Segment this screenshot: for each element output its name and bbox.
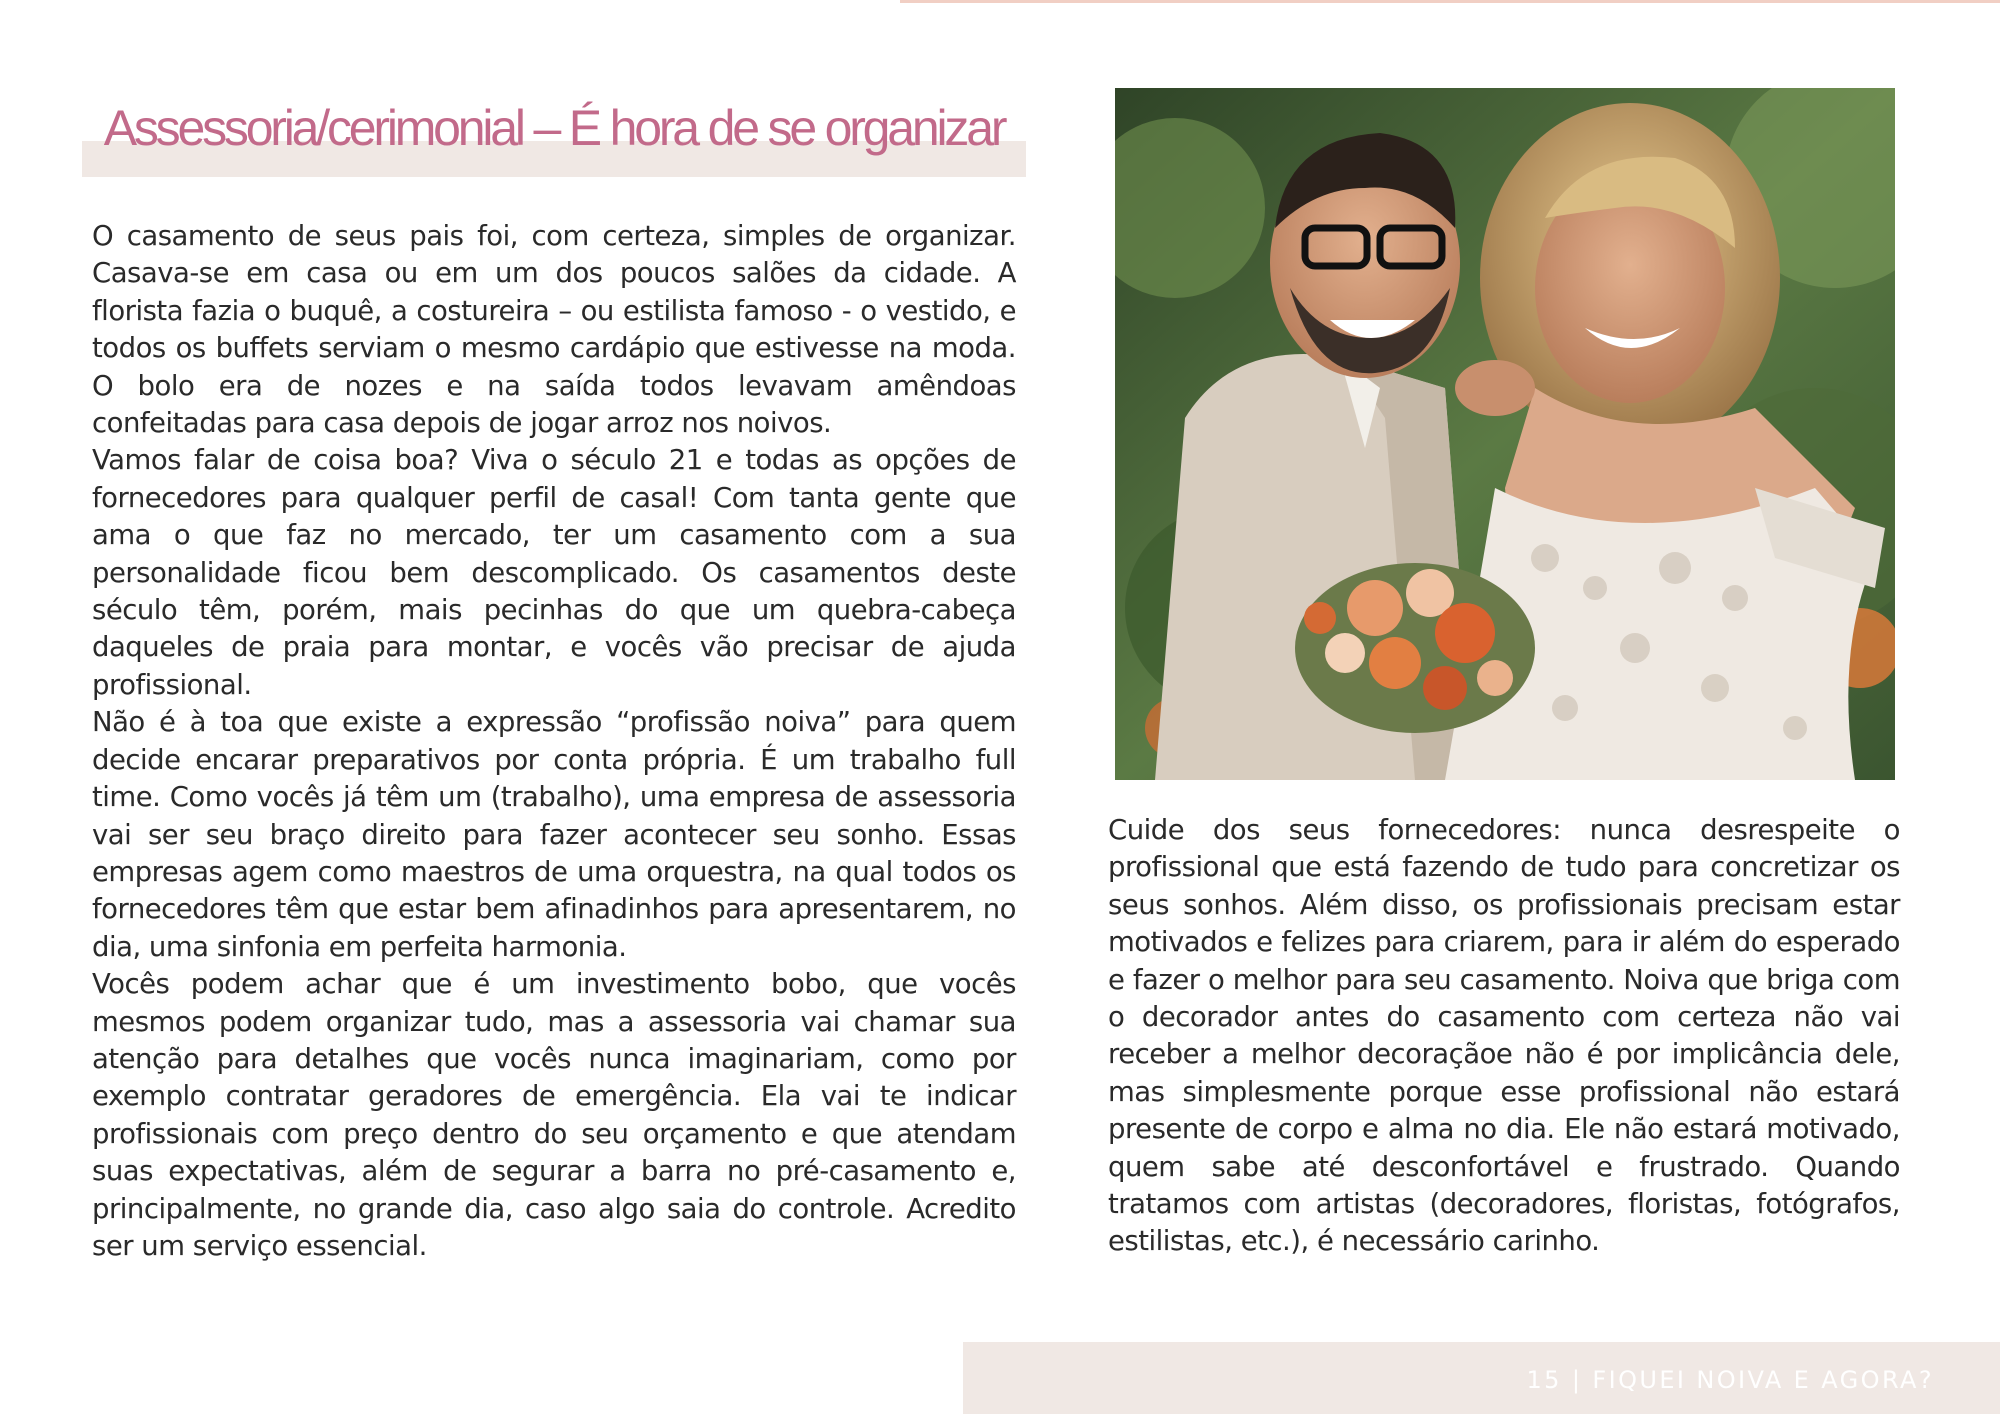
left-paragraph-3: Não é à toa que existe a expressão “profissão noiva” para quem decide encarar preparativos por conta própria. É um trabalho full time. Como vocês já têm um (trabalho), uma empresa de assessoria vai ser seu braço direito para fazer acontecer seu sonho. Essas empresas agem como maestros de uma orquestra, na qual todos os fornecedores têm que estar bem afinadinhos para apresentarem, no dia, uma sinfonia em perfeita harmonia. — [92, 706, 1016, 963]
page-footer: 15 | FIQUEI NOIVA E AGORA? — [1526, 1366, 1934, 1394]
left-paragraph-1: O casamento de seus pais foi, com certeza, simples de organizar. Casava-se em casa ou em um dos poucos salões da cidade. A florista fazia o buquê, a costureira – ou estilista famoso - o vestido, e todos os buffets serviam o mesmo cardápio que estivesse na moda. O bolo era de nozes e na saída todos levavam amêndoas confeitadas para casa depois de jogar arroz nos noivos. — [92, 220, 1016, 440]
page-title: Assessoria/cerimonial – É hora de se organizar — [103, 100, 1005, 156]
top-rule — [900, 0, 2000, 3]
left-paragraph-2: Vamos falar de coisa boa? Viva o século 21 e todas as opções de fornecedores para qualquer perfil de casal! Com tanta gente que ama o que faz no mercado, ter um casamento com a sua personalidade ficou bem descomplicado. Os casamentos deste século têm, porém, mais pecinhas do que um quebra-cabeça daqueles de praia para montar, e vocês vão precisar de ajuda profissional. — [92, 444, 1016, 701]
right-paragraph-1: Cuide dos seus fornecedores: nunca desrespeite o profissional que está fazendo de tudo para concretizar os seus sonhos. Além disso, os profissionais precisam estar motivados e felizes para criarem, para ir além do esperado e fazer o melhor para seu casamento. Noiva que briga com o decorador antes do casamento com certeza não vai receber a melhor decoraçãoe não é por implicância dele, mas simplesmente porque esse profissional não estará presente de corpo e alma no dia. Ele não estará motivado, quem sabe até desconfortável e frustrado. Quando tratamos com artistas (decoradores, floristas, fotógrafos, estilistas, etc.), é necessário carinho. — [1108, 814, 1900, 1258]
left-column — [92, 218, 1016, 1265]
wedding-couple-photo — [1115, 88, 1895, 780]
right-column — [1108, 812, 1900, 1261]
left-paragraph-4: Vocês podem achar que é um investimento bobo, que vocês mesmos podem organizar tudo, mas a assessoria vai chamar sua atenção para detalhes que vocês nunca imaginariam, como por exemplo contratar geradores de emergência. Ela vai te indicar profissionais com preço dentro do seu orçamento e que atendam suas expectativas, além de segurar a barra no pré-casamento e, principalmente, no grande dia, caso algo saia do controle. Acredito ser um serviço essencial. — [92, 968, 1016, 1262]
